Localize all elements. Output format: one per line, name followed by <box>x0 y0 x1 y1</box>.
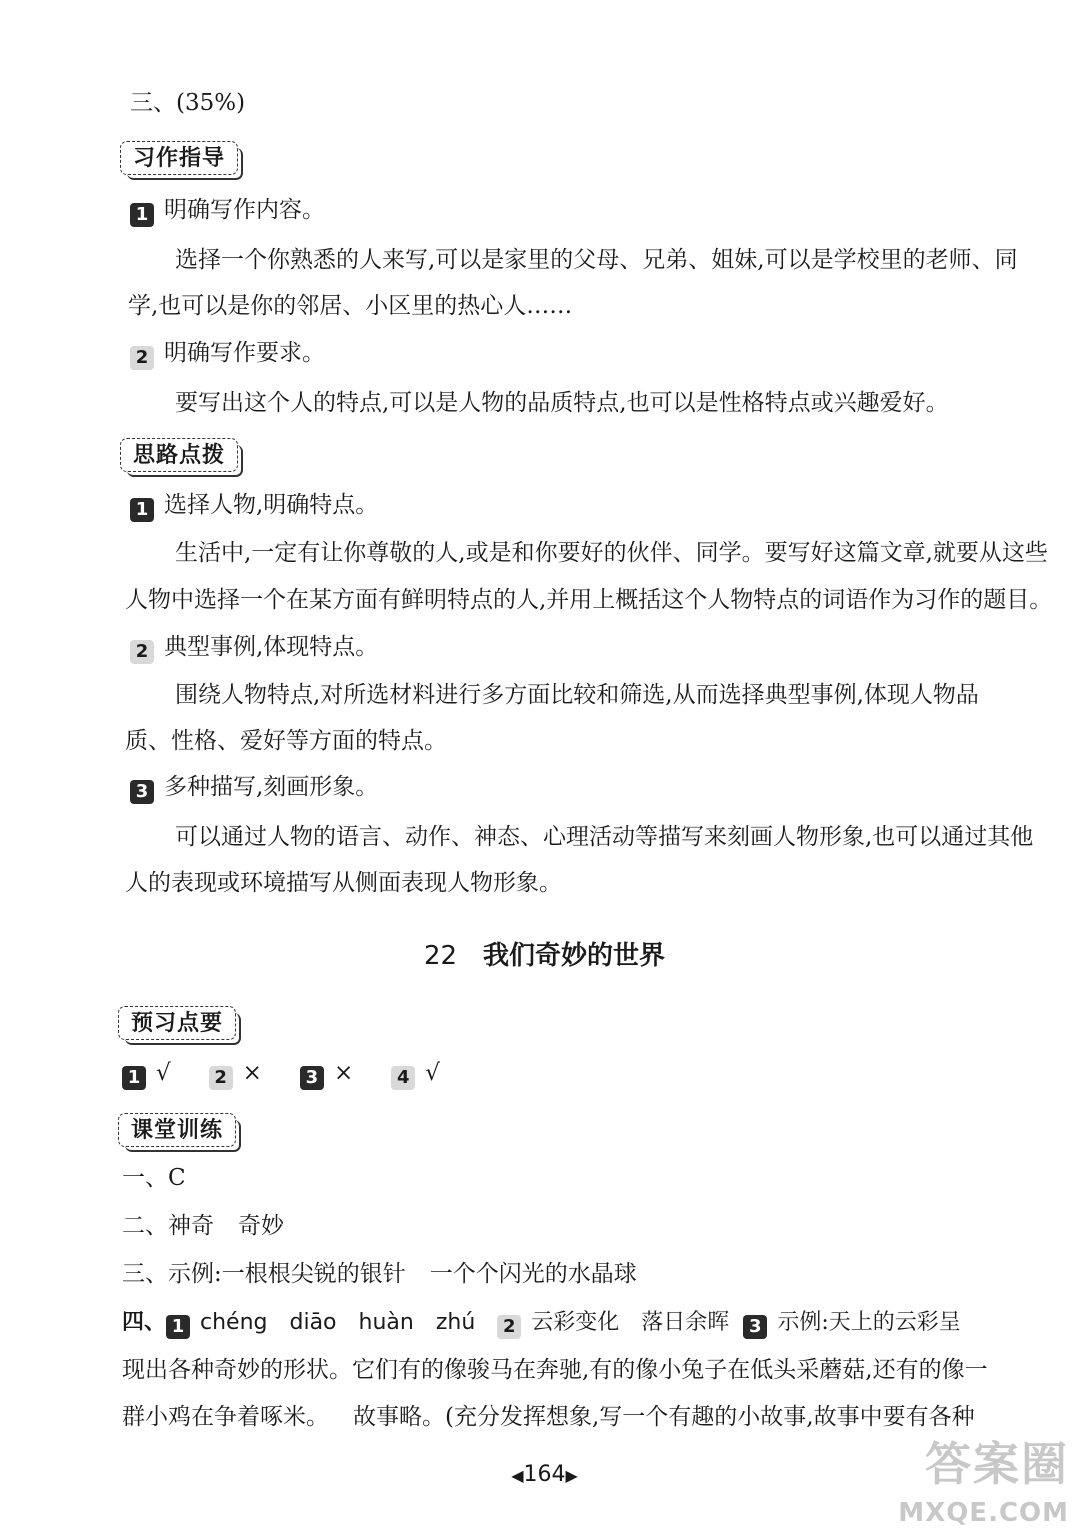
answer-mark: × <box>242 1060 262 1086</box>
pinyin-1: chéng <box>200 1310 268 1335</box>
item-title: 多种描写,刻画形象。 <box>164 774 379 800</box>
writing-guide-item-2 <box>130 338 325 370</box>
preview-answers <box>122 1058 440 1090</box>
number-badge-3: 3 <box>743 1315 767 1339</box>
number-badge-4: 4 <box>391 1066 415 1090</box>
number-badge-2: 2 <box>130 346 154 370</box>
paragraph-line: 生活中,一定有让你尊敬的人,或是和你要好的伙伴、同学。要写好这篇文章,就要从这些 <box>175 540 1048 566</box>
number-badge-2: 2 <box>497 1315 521 1339</box>
thinking-tips-tag: 思路点拨 <box>120 438 238 472</box>
preview-tag: 预习点要 <box>118 1006 236 1040</box>
question-label: 三、 <box>122 1261 168 1287</box>
pinyin-2: diāo <box>289 1310 337 1335</box>
paragraph-line: 故事略。(充分发挥想象,写一个有趣的小故事,故事中要有各种 <box>353 1404 975 1430</box>
answer-mark: √ <box>156 1060 171 1086</box>
answer-mark: √ <box>425 1060 440 1086</box>
thinking-tips-item-1 <box>130 490 378 522</box>
thinking-tips-item-2 <box>130 632 378 664</box>
paragraph-line: 选择一个你熟悉的人来写,可以是家里的父母、兄弟、姐妹,可以是学校里的老师、同 <box>175 247 1018 273</box>
pinyin-4: zhú <box>435 1310 476 1335</box>
watermark-top-text: 答案圈 <box>925 1437 1069 1491</box>
question-label: 一、 <box>122 1165 168 1191</box>
paragraph-line: 可以通过人物的语言、动作、神态、心理活动等描写来刻画人物形象,也可以通过其他 <box>175 824 1034 850</box>
classroom-tag: 课堂训练 <box>118 1113 236 1147</box>
classroom-q1 <box>122 1163 186 1193</box>
chapter-name: 我们奇妙的世界 <box>483 941 666 971</box>
item-title: 典型事例,体现特点。 <box>164 634 379 660</box>
thinking-tips-item-3 <box>130 772 378 804</box>
answer-text: 示例:天上的云彩呈 <box>777 1310 961 1335</box>
number-badge-1: 1 <box>122 1066 146 1090</box>
item-title: 明确写作内容。 <box>164 197 325 223</box>
writing-guide-tag: 习作指导 <box>120 141 238 175</box>
paragraph-line: 质、性格、爱好等方面的特点。 <box>125 728 447 754</box>
paragraph-line: 人物中选择一个在某方面有鲜明特点的人,并用上概括这个人物特点的词语作为习作的题目。 <box>125 587 1053 613</box>
answer-text: 神奇 <box>168 1213 214 1239</box>
paragraph-line: 要写出这个人的特点,可以是人物的品质特点,也可以是性格特点或兴趣爱好。 <box>175 390 949 416</box>
answer-text: C <box>168 1165 186 1191</box>
answer-mark: × <box>333 1060 354 1086</box>
question-label: 二、 <box>122 1213 168 1239</box>
answer-text: 云彩变化 <box>531 1310 620 1335</box>
chapter-number: 22 <box>423 941 458 971</box>
number-badge-3: 3 <box>300 1066 324 1090</box>
number-badge-1: 1 <box>166 1315 190 1339</box>
classroom-q4-last <box>122 1402 975 1432</box>
triangle-right-icon: ▶ <box>565 1466 578 1485</box>
paragraph-line: 围绕人物特点,对所选材料进行多方面比较和筛选,从而选择典型事例,体现人物品 <box>175 682 979 708</box>
number-badge-2: 2 <box>209 1066 233 1090</box>
paragraph-line: 学,也可以是你的邻居、小区里的热心人…… <box>128 293 573 319</box>
classroom-q2 <box>122 1211 284 1241</box>
classroom-q4 <box>122 1307 961 1339</box>
item-title: 明确写作要求。 <box>164 340 325 366</box>
number-badge-1: 1 <box>130 498 154 522</box>
section-heading-three: 三、(35%) <box>130 90 246 116</box>
chapter-title <box>0 940 1089 972</box>
watermark-bottom-text: MXQE.COM <box>898 1498 1069 1528</box>
triangle-left-icon: ◀ <box>511 1466 524 1485</box>
writing-guide-item-1 <box>130 195 325 227</box>
answer-text: 落日余晖 <box>641 1310 730 1335</box>
watermark-logo <box>898 1428 1075 1528</box>
paragraph-line: 人的表现或环境描写从侧面表现人物形象。 <box>125 870 562 896</box>
pinyin-3: huàn <box>358 1310 414 1335</box>
item-title: 选择人物,明确特点。 <box>164 492 379 518</box>
classroom-q3 <box>122 1259 637 1289</box>
answer-text: 一个个闪光的水晶球 <box>429 1261 637 1287</box>
number-badge-1: 1 <box>130 203 154 227</box>
number-badge-3: 3 <box>130 780 154 804</box>
answer-text: 示例:一根根尖锐的银针 <box>168 1261 406 1287</box>
answer-text: 奇妙 <box>238 1213 284 1239</box>
page-number-value: 164 <box>523 1462 566 1487</box>
number-badge-2: 2 <box>130 640 154 664</box>
paragraph-line: 群小鸡在争着啄米。 <box>122 1404 329 1430</box>
question-label: 四、 <box>122 1309 167 1335</box>
paragraph-line: 现出各种奇妙的形状。它们有的像骏马在奔驰,有的像小兔子在低头采蘑菇,还有的像一 <box>122 1357 988 1383</box>
